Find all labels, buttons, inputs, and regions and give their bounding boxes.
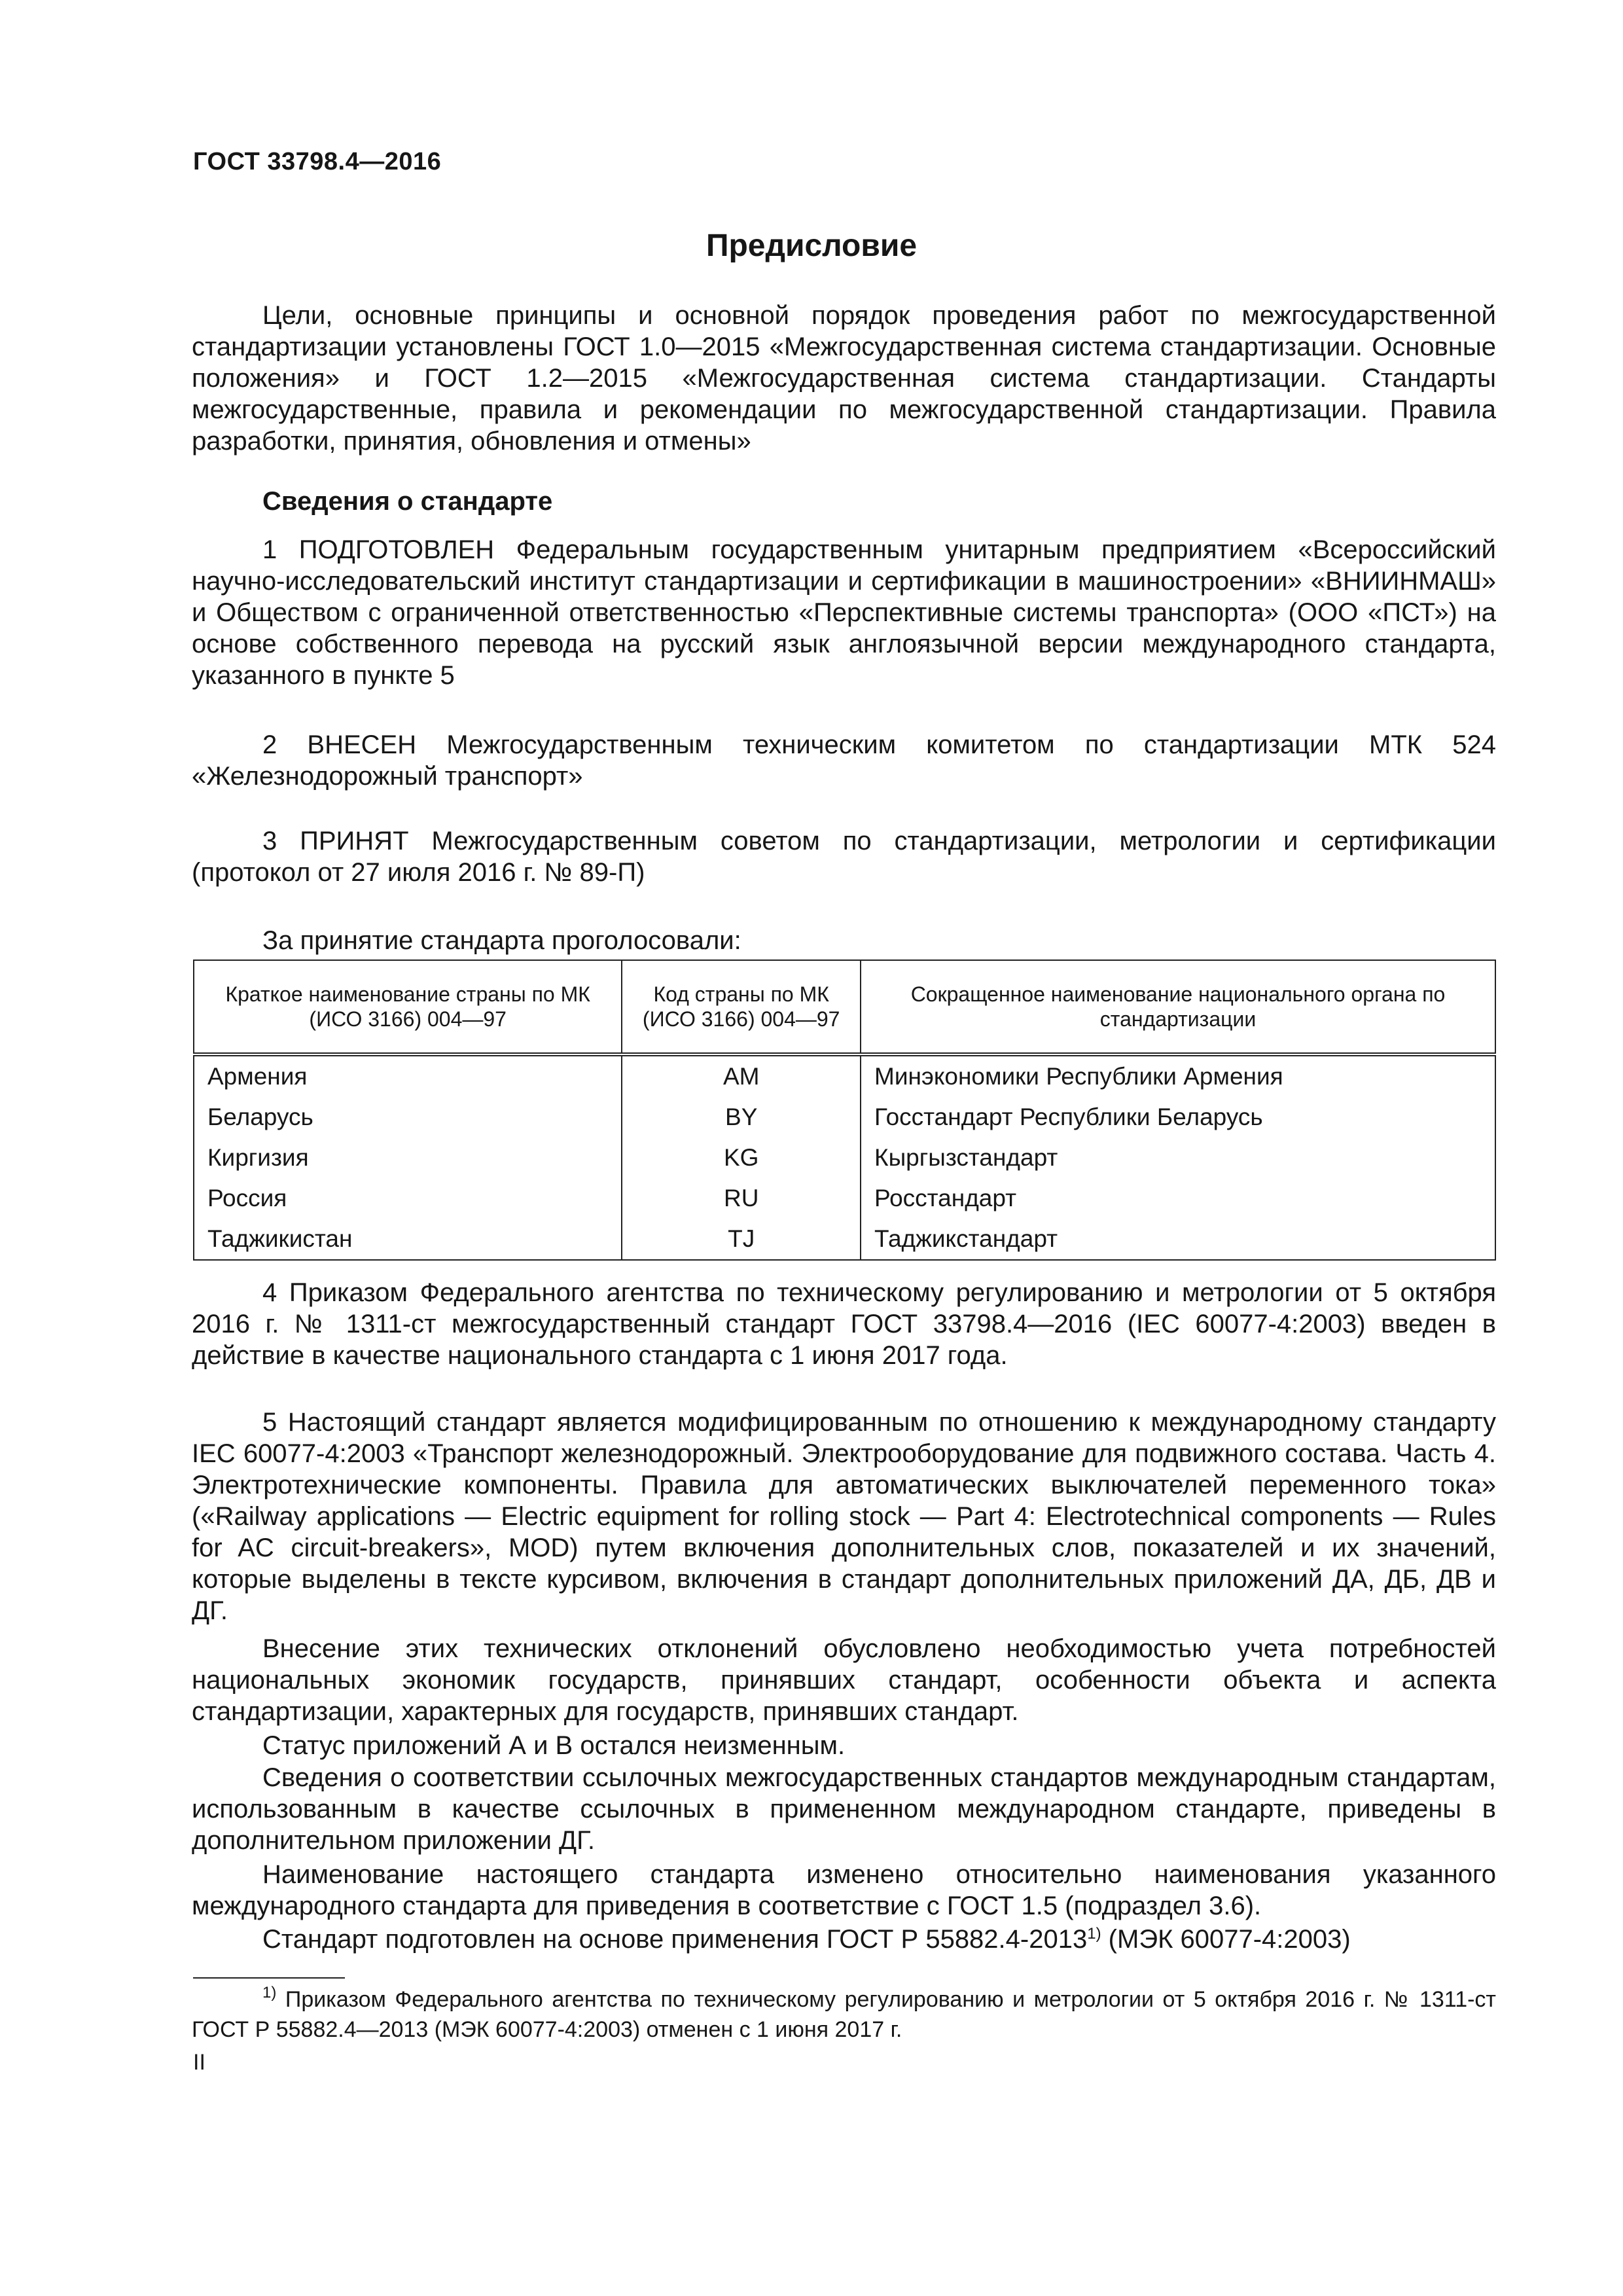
country-code: RU [622,1178,861,1219]
item-1-paragraph: 1 ПОДГОТОВЛЕН Федеральным государственным унитарным предприятием «Всероссийский научно-исследовательский институт стандартизации и сертификации в машиностроении» «ВНИИНМАШ» и Обществом с ограниченной ответственностью «Перспективные системы транспорта» (ООО «ПСТ») на основе собственного перевода на русский язык англоязычной версии международного стандарта, указанного в пункте 5 [192,535,1496,690]
country-code: TJ [622,1219,861,1260]
header-country-name: Краткое наименование страны по МК (ИСО 3166) 004—97 [194,960,622,1054]
country-name: Армения [194,1054,622,1097]
national-body: Госстандарт Республики Беларусь [861,1097,1495,1138]
country-code: BY [622,1097,861,1138]
intro-paragraph: Цели, основные принципы и основной порядок проведения работ по межгосударственной стандартизации установлены ГОСТ 1.0—2015 «Межгосударственная система стандартизации. Основные положения» и ГОСТ 1.2—2015 «Межгосударственная система стандартизации. Стандарты межгосударственные, правила и рекомендации по межгосударственной стандартизации. Правила разработки, принятия, обновления и отмены» [192,301,1496,456]
country-name: Беларусь [194,1097,622,1138]
table-caption: За принятие стандарта проголосовали: [262,926,741,955]
basis-text: Стандарт подготовлен на основе применения ГОСТ Р 55882.4-2013 [262,1925,1088,1954]
country-code: KG [622,1138,861,1178]
table-row [194,1138,1495,1178]
page-number: II [193,2050,205,2075]
header-national-body: Сокращенное наименование национального органа по стандартизации [861,960,1495,1054]
footnote-mark: 1) [262,1984,277,2001]
item-5-paragraph: 5 Настоящий стандарт является модифицированным по отношению к международному стандарту IEC 60077-4:2003 «Транспорт железнодорожный. Электрооборудование для подвижного состава. Часть 4. Электротехнические компоненты. Правила для автоматических выключателей переменного тока» («Railway applications — Electric equipment for rolling stock — Part 4: Electrotechnical components — Rules for AC circuit-breakers», MOD) путем включения дополнительных слов, показателей и их значений, которые выделены в тексте курсивом, включения в стандарт дополнительных приложений ДА, ДБ, ДВ и ДГ. [192,1408,1496,1625]
footnote-reference: 1) [1087,1925,1101,1943]
table-header-row [194,960,1495,1054]
document-header: ГОСТ 33798.4—2016 [193,148,442,175]
national-body: Минэкономики Республики Армения [861,1054,1495,1097]
footnote-text: Приказом Федерального агентства по техническому регулированию и метрологии от 5 октября 2016 г. № 1311-ст ГОСТ Р 55882.4—2013 (МЭК 60077-4:2003) отменен с 1 июня 2017 г. [192,1987,1496,2042]
voting-countries-table [193,960,1496,1261]
table-row [194,1097,1495,1138]
status-paragraph: Статус приложений А и В остался неизменным. [262,1731,846,1760]
name-change-paragraph: Наименование настоящего стандарта изменено относительно наименования указанного международного стандарта для приведения в соответствие с ГОСТ 1.5 (подраздел 3.6). [192,1860,1496,1920]
footnote-divider [193,1977,345,1979]
basis-paragraph [192,1924,1496,1955]
item-4-paragraph: 4 Приказом Федерального агентства по техническому регулированию и метрологии от 5 октября 2016 г. № 1311-ст межгосударственный стандарт ГОСТ 33798.4—2016 (IEC 60077-4:2003) введен в действие в качестве национального стандарта с 1 июня 2017 года. [192,1278,1496,1370]
country-name: Россия [194,1178,622,1219]
item-2-paragraph: 2 ВНЕСЕН Межгосударственным техническим комитетом по стандартизации МТК 524 «Железнодорожный транспорт» [192,730,1496,791]
references-paragraph: Сведения о соответствии ссылочных межгосударственных стандартов международным стандартам, использованным в качестве ссылочных в примененном международном стандарте, приведены в дополнительном приложении ДГ. [192,1763,1496,1855]
item-3-paragraph: 3 ПРИНЯТ Межгосударственным советом по стандартизации, метрологии и сертификации (протокол от 27 июля 2016 г. № 89-П) [192,827,1496,887]
basis-text-end: (МЭК 60077-4:2003) [1101,1925,1351,1954]
deviation-paragraph: Внесение этих технических отклонений обусловлено необходимостью учета потребностей национальных экономик государств, принявших стандарт, особенности объекта и аспекта стандартизации, характерных для государств, принявших стандарт. [192,1634,1496,1726]
national-body: Кыргызстандарт [861,1138,1495,1178]
table-row [194,1219,1495,1260]
section-subheading: Сведения о стандарте [262,487,553,516]
footnote [192,1984,1496,2045]
table-row [194,1178,1495,1219]
header-country-code: Код страны по МК (ИСО 3166) 004—97 [622,960,861,1054]
page-title: Предисловие [705,228,918,263]
national-body: Таджикстандарт [861,1219,1495,1260]
national-body: Росстандарт [861,1178,1495,1219]
country-name: Киргизия [194,1138,622,1178]
country-code: AM [622,1054,861,1097]
table-row [194,1054,1495,1097]
country-name: Таджикистан [194,1219,622,1260]
